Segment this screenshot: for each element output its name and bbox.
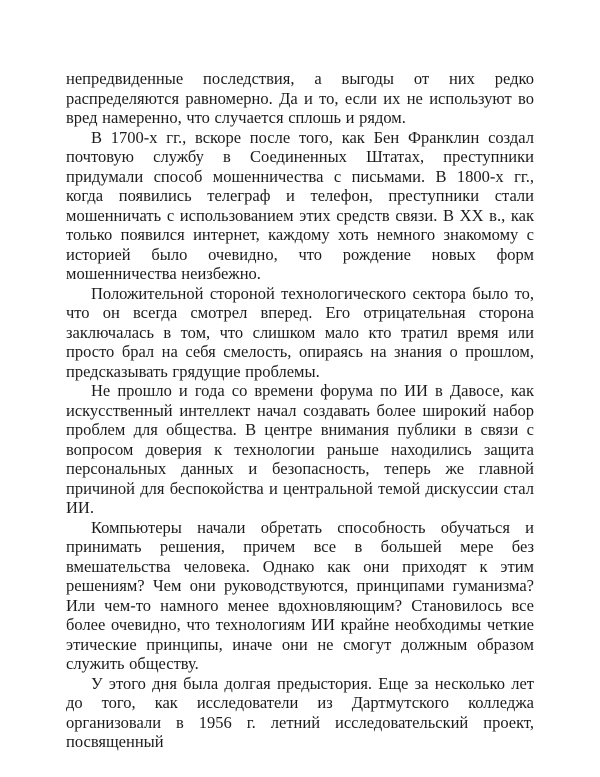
paragraph: Компьютеры начали обретать способность обучаться и принимать решения, причем все в большей мере без вмешательства человека. Однако как они приходят к этим решениям? Чем они руководствуются, принципами гуманизма? Или чем-то намного менее вдохновляющим? Становилось все более очевидно, что технологиям ИИ крайне необходимы четкие этические принципы, иначе они не смогут должным образом служить обществу. <box>66 517 534 673</box>
paragraph: В 1700-х гг., вскоре после того, как Бен Франклин создал почтовую службу в Соединенных Штатах, преступники придумали способ мошенничества с письмами. В 1800-х гг., когда появились телеграф и телефон, преступники стали мошенничать с использованием этих средств связи. В XX в., как только появился интернет, каждому хоть немного знакомому с историей было очевидно, что рождение новых форм мошенничества неизбежно. <box>66 127 534 283</box>
text-column <box>66 69 534 752</box>
paragraph: Не прошло и года со времени форума по ИИ в Давосе, как искусственный интеллект начал создавать более широкий набор проблем для общества. В центре внимания публики в связи с вопросом доверия к технологии раньше находились защита персональных данных и безопасность, теперь же главной причиной для беспокойства и центральной темой дискуссии стал ИИ. <box>66 381 534 517</box>
paragraph: непредвиденные последствия, а выгоды от них редко распределяются равномерно. Да и то, если их не используют во вред намеренно, что случается сплошь и рядом. <box>66 69 534 127</box>
paragraph: У этого дня была долгая предыстория. Еще за несколько лет до того, как исследователи из Дартмутского колледжа организовали в 1956 г. летний исследовательский проект, посвященный <box>66 673 534 751</box>
paragraph: Положительной стороной технологического сектора было то, что он всегда смотрел вперед. Его отрицательная сторона заключалась в том, что слишком мало кто тратил время или просто брал на себя смелость, опираясь на знания о прошлом, предсказывать грядущие проблемы. <box>66 283 534 381</box>
